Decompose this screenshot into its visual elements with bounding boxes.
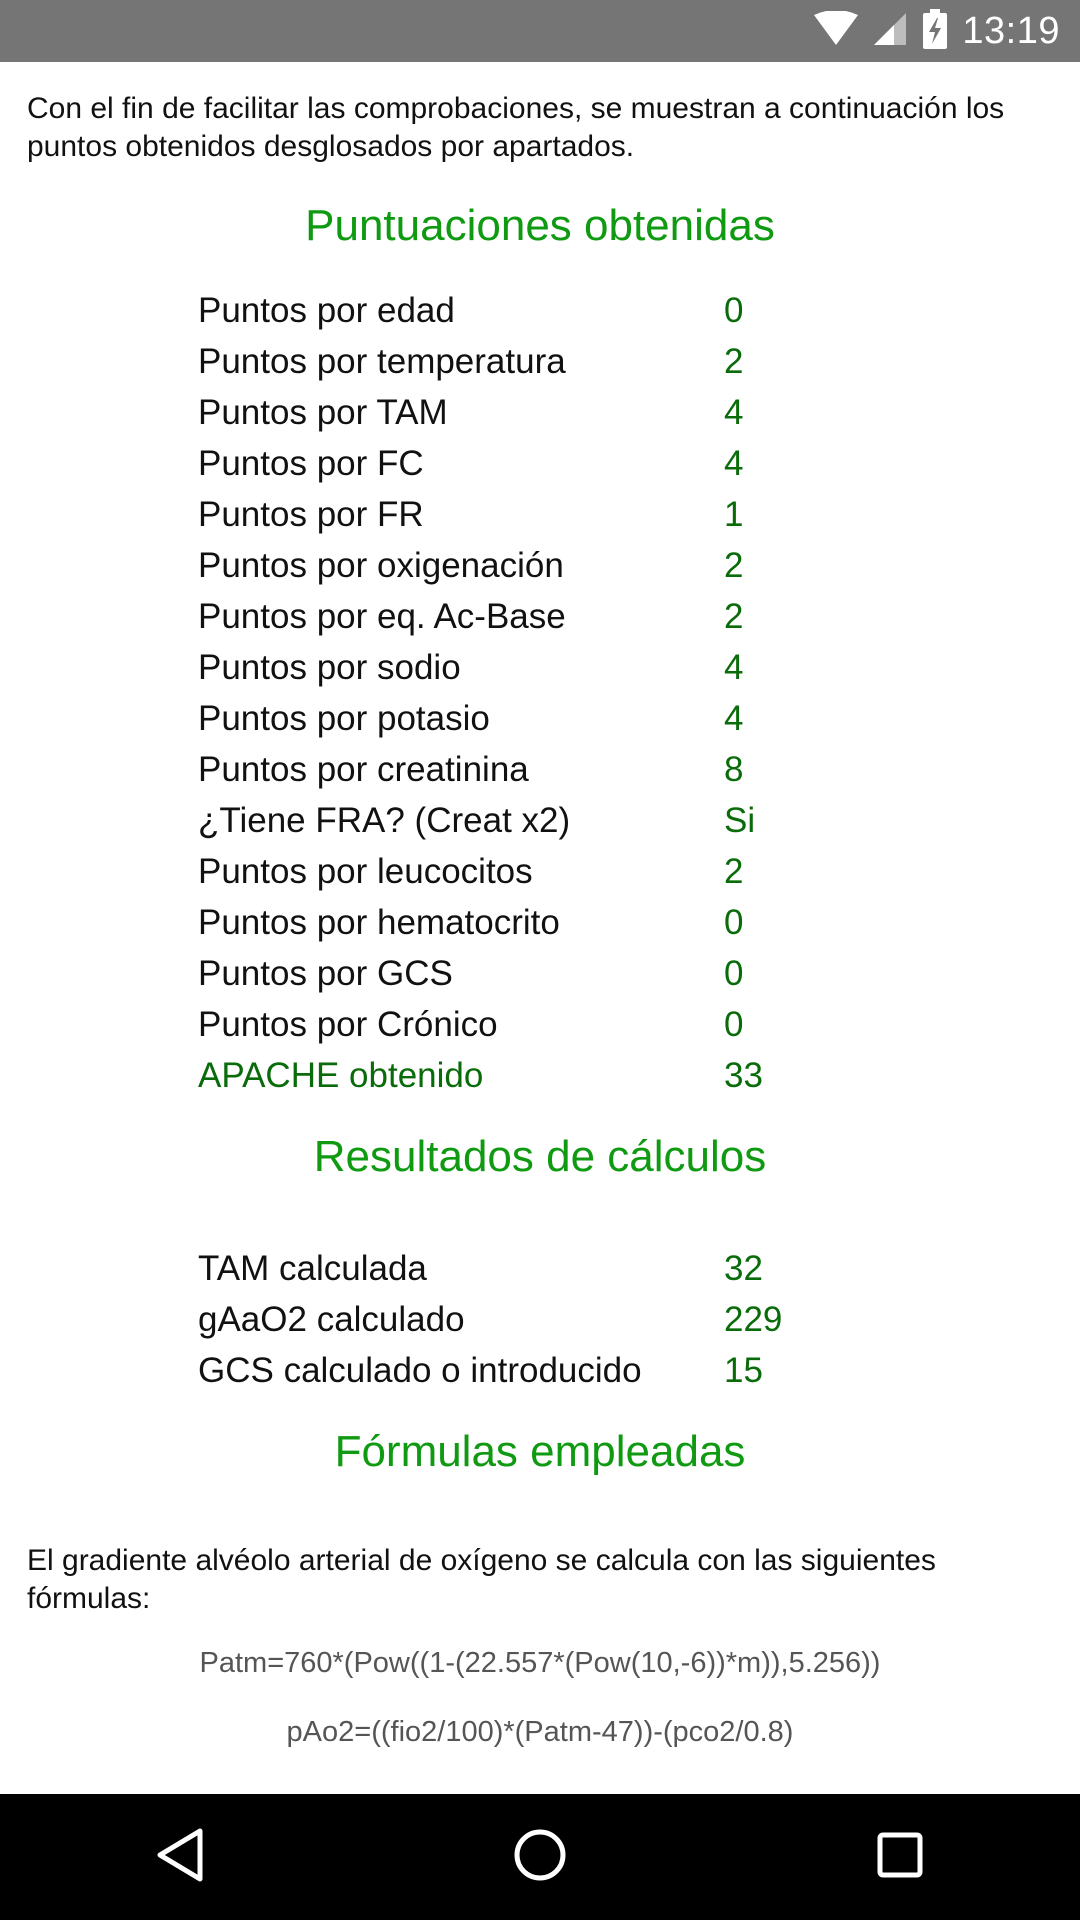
score-row-gcs bbox=[198, 948, 898, 999]
score-label: Puntos por creatinina bbox=[198, 749, 529, 789]
scores-title: Puntuaciones obtenidas bbox=[305, 201, 775, 250]
score-value: 2 bbox=[724, 851, 744, 891]
recents-square-icon bbox=[875, 1830, 925, 1885]
score-label: Puntos por FC bbox=[198, 443, 424, 483]
score-row-acido-base bbox=[198, 591, 898, 642]
score-row-fc bbox=[198, 438, 898, 489]
score-row-oxigenacion bbox=[198, 540, 898, 591]
battery-charging-icon bbox=[922, 9, 948, 54]
formulas-description: El gradiente alvéolo arterial de oxígeno se calcula con las siguientes fórmulas: bbox=[27, 1544, 936, 1615]
content-scroll-area[interactable] bbox=[0, 62, 1080, 1794]
score-value: 8 bbox=[724, 749, 744, 789]
score-value: 2 bbox=[724, 341, 744, 381]
calculations-list bbox=[198, 1243, 898, 1396]
calc-label: GCS calculado o introducido bbox=[198, 1350, 642, 1390]
calculations-title: Resultados de cálculos bbox=[313, 1132, 767, 1181]
home-button[interactable] bbox=[480, 1797, 600, 1917]
status-bar bbox=[0, 0, 1080, 62]
calc-value: 229 bbox=[724, 1299, 783, 1339]
score-label: ¿Tiene FRA? (Creat x2) bbox=[198, 800, 571, 840]
score-value: 0 bbox=[724, 902, 744, 942]
score-label: Puntos por edad bbox=[198, 290, 455, 330]
score-row-apache-total bbox=[198, 1050, 898, 1101]
score-label: Puntos por FR bbox=[198, 494, 424, 534]
score-label: Puntos por oxigenación bbox=[198, 545, 564, 585]
score-value: Si bbox=[724, 800, 756, 840]
score-row-fr bbox=[198, 489, 898, 540]
calc-row-tam bbox=[198, 1243, 898, 1294]
score-value: 1 bbox=[724, 494, 744, 534]
score-label: Puntos por eq. Ac-Base bbox=[198, 596, 566, 636]
score-row-edad bbox=[198, 285, 898, 336]
score-row-cronico bbox=[198, 999, 898, 1050]
score-row-creatinina bbox=[198, 744, 898, 795]
score-label: Puntos por temperatura bbox=[198, 341, 566, 381]
score-value: 4 bbox=[724, 698, 744, 738]
navigation-bar bbox=[0, 1794, 1080, 1920]
score-label: Puntos por potasio bbox=[198, 698, 490, 738]
score-value: 4 bbox=[724, 647, 744, 687]
score-row-leucocitos bbox=[198, 846, 898, 897]
score-value: 2 bbox=[724, 545, 744, 585]
signal-icon bbox=[872, 11, 908, 52]
score-label: Puntos por GCS bbox=[198, 953, 453, 993]
back-button[interactable] bbox=[120, 1797, 240, 1917]
calc-label: gAaO2 calculado bbox=[198, 1299, 465, 1339]
score-label: Puntos por sodio bbox=[198, 647, 461, 687]
status-time: 13:19 bbox=[962, 9, 1060, 52]
apache-total-label: APACHE obtenido bbox=[198, 1055, 484, 1095]
intro-text: Con el fin de facilitar las comprobaciones, se muestran a continuación los puntos obtenidos desglosados por apartados. bbox=[27, 92, 1005, 163]
calc-label: TAM calculada bbox=[198, 1248, 427, 1288]
score-row-fra bbox=[198, 795, 898, 846]
score-value: 2 bbox=[724, 596, 744, 636]
back-triangle-icon bbox=[154, 1827, 206, 1888]
calc-row-gaao2 bbox=[198, 1294, 898, 1345]
scores-list bbox=[198, 285, 898, 1101]
formulas-title: Fórmulas empleadas bbox=[334, 1427, 746, 1476]
recents-button[interactable] bbox=[840, 1797, 960, 1917]
score-row-sodio bbox=[198, 642, 898, 693]
wifi-icon bbox=[814, 11, 858, 52]
formula-patm: Patm=760*(Pow((1-(22.557*(Pow(10,-6))*m)),5.256)) bbox=[199, 1647, 881, 1679]
score-label: Puntos por hematocrito bbox=[198, 902, 560, 942]
score-row-tam bbox=[198, 387, 898, 438]
score-value: 0 bbox=[724, 290, 744, 330]
formula-pao2: pAo2=((fio2/100)*(Patm-47))-(pco2/0.8) bbox=[286, 1716, 794, 1748]
apache-total-value: 33 bbox=[724, 1055, 763, 1095]
score-row-temperatura bbox=[198, 336, 898, 387]
score-value: 4 bbox=[724, 443, 744, 483]
score-row-hematocrito bbox=[198, 897, 898, 948]
score-row-potasio bbox=[198, 693, 898, 744]
score-value: 0 bbox=[724, 953, 744, 993]
calc-row-gcs bbox=[198, 1345, 898, 1396]
calc-value: 15 bbox=[724, 1350, 763, 1390]
score-label: Puntos por Crónico bbox=[198, 1004, 498, 1044]
score-label: Puntos por leucocitos bbox=[198, 851, 533, 891]
home-circle-icon bbox=[512, 1827, 568, 1888]
status-icons bbox=[814, 0, 1060, 62]
score-label: Puntos por TAM bbox=[198, 392, 448, 432]
score-value: 0 bbox=[724, 1004, 744, 1044]
score-value: 4 bbox=[724, 392, 744, 432]
calc-value: 32 bbox=[724, 1248, 763, 1288]
